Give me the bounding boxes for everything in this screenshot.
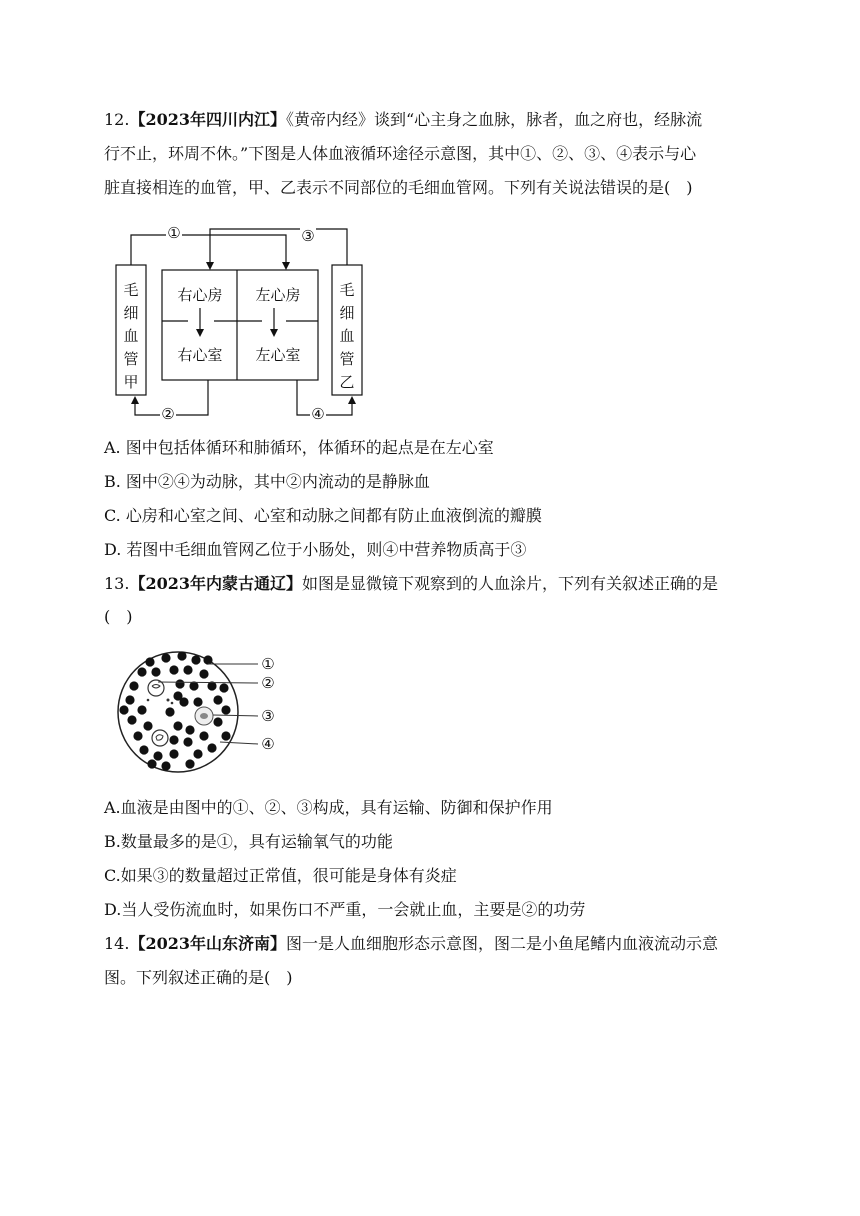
red-blood-cell xyxy=(151,667,160,676)
red-blood-cell xyxy=(199,731,208,740)
q14-number: 14. xyxy=(104,934,130,953)
red-blood-cell xyxy=(161,653,170,662)
red-blood-cell xyxy=(125,695,134,704)
red-blood-cell xyxy=(169,665,178,674)
svg-text:管: 管 xyxy=(123,350,139,368)
red-blood-cell xyxy=(213,695,222,704)
smear-label-4: ④ xyxy=(261,735,275,753)
q13-option-c: C.如果③的数量超过正常值，很可能是身体有炎症 xyxy=(104,866,457,885)
white-blood-cell-large xyxy=(195,707,213,725)
q14-source: 【2023年山东济南】 xyxy=(129,934,286,953)
blood-smear-diagram xyxy=(108,640,288,785)
vessel-label-3: ③ xyxy=(301,227,315,245)
capillary-jia-label xyxy=(123,281,138,391)
red-blood-cell xyxy=(169,749,178,758)
red-blood-cell xyxy=(185,725,194,734)
q12-number: 12. xyxy=(104,110,130,129)
red-blood-cell xyxy=(129,681,138,690)
red-blood-cell xyxy=(165,707,174,716)
right-atrium-label: 右心房 xyxy=(177,286,223,304)
red-blood-cell xyxy=(119,705,128,714)
smear-label-2: ② xyxy=(261,674,275,692)
red-blood-cell xyxy=(147,759,156,768)
q14-line-2: 图。下列叙述正确的是( ) xyxy=(104,968,293,987)
vessel-label-4: ④ xyxy=(311,405,325,423)
red-blood-cell xyxy=(169,735,178,744)
red-blood-cell xyxy=(173,721,182,730)
vessel-label-1: ① xyxy=(167,224,181,242)
red-blood-cell xyxy=(139,745,148,754)
red-blood-cell xyxy=(137,667,146,676)
red-blood-cell xyxy=(183,737,192,746)
svg-text:细: 细 xyxy=(123,304,139,322)
q13-stem-part1: 如图是显微镜下观察到的人血涂片，下列有关叙述正确的是 xyxy=(302,574,719,593)
q12-option-c: C. 心房和心室之间、心室和动脉之间都有防止血液倒流的瓣膜 xyxy=(104,506,542,525)
q14-stem-part1: 图一是人血细胞形态示意图，图二是小鱼尾鳍内血液流动示意 xyxy=(286,934,719,953)
q13-line-2: ( ) xyxy=(104,607,133,626)
q13-number: 13. xyxy=(104,574,130,593)
svg-text:管: 管 xyxy=(339,350,355,368)
q14-line-1 xyxy=(104,934,718,954)
red-blood-cell xyxy=(185,759,194,768)
q12-option-d: D. 若图中毛细血管网乙位于小肠处，则④中营养物质高于③ xyxy=(104,540,527,559)
svg-text:血: 血 xyxy=(123,327,139,345)
red-blood-cell xyxy=(177,651,186,660)
capillary-yi-label xyxy=(339,281,354,391)
red-blood-cell xyxy=(207,743,216,752)
q12-line-1 xyxy=(104,110,702,130)
red-blood-cell xyxy=(127,715,136,724)
red-blood-cell xyxy=(183,665,192,674)
smear-label-1: ① xyxy=(261,655,275,673)
red-blood-cell xyxy=(219,683,228,692)
right-ventricle-label: 右心室 xyxy=(177,346,223,364)
red-blood-cell xyxy=(221,705,230,714)
q12-source: 【2023年四川内江】 xyxy=(129,110,286,129)
red-blood-cell xyxy=(145,657,154,666)
left-ventricle-label: 左心室 xyxy=(255,346,301,364)
red-blood-cell xyxy=(193,749,202,758)
red-blood-cell xyxy=(133,731,142,740)
q12-stem-part1: 《黄帝内经》谈到“心主身之血脉，脉者，血之府也，经脉流 xyxy=(286,110,703,129)
svg-text:乙: 乙 xyxy=(339,373,355,391)
q13-option-a: A.血液是由图中的①、②、③构成，具有运输、防御和保护作用 xyxy=(104,798,553,817)
red-blood-cell xyxy=(143,721,152,730)
q12-line-3: 脏直接相连的血管，甲、乙表示不同部位的毛细血管网。下列有关说法错误的是( ) xyxy=(104,178,693,197)
vessel-1 xyxy=(131,235,286,266)
red-blood-cell xyxy=(161,761,170,770)
svg-text:血: 血 xyxy=(339,327,355,345)
red-blood-cell xyxy=(203,655,212,664)
q12-line-2: 行不止，环周不休。”下图是人体血液循环途径示意图，其中①、②、③、④表示与心 xyxy=(104,144,697,163)
vessel-label-2: ② xyxy=(161,405,175,423)
left-atrium-label: 左心房 xyxy=(255,286,301,304)
q12-option-b: B. 图中②④为动脉，其中②内流动的是静脉血 xyxy=(104,472,430,491)
q13-line-1 xyxy=(104,574,718,594)
q13-option-d: D.当人受伤流血时，如果伤口不严重，一会就止血，主要是②的功劳 xyxy=(104,900,586,919)
red-blood-cell xyxy=(191,655,200,664)
q13-source: 【2023年内蒙古通辽】 xyxy=(129,574,302,593)
red-blood-cell xyxy=(153,751,162,760)
svg-text:甲: 甲 xyxy=(123,373,139,391)
svg-text:毛: 毛 xyxy=(123,281,139,299)
red-blood-cell xyxy=(137,705,146,714)
svg-text:毛: 毛 xyxy=(339,281,355,299)
blood-circulation-diagram xyxy=(104,210,384,425)
red-blood-cell xyxy=(175,679,184,688)
svg-text:细: 细 xyxy=(339,304,355,322)
red-blood-cell xyxy=(221,731,230,740)
red-blood-cell xyxy=(193,697,202,706)
red-blood-cell xyxy=(199,669,208,678)
smear-label-3: ③ xyxy=(261,707,275,725)
q13-option-b: B.数量最多的是①，具有运输氧气的功能 xyxy=(104,832,393,851)
red-blood-cell xyxy=(213,717,222,726)
red-blood-cell xyxy=(173,691,182,700)
q12-option-a: A. 图中包括体循环和肺循环，体循环的起点是在左心室 xyxy=(104,438,494,457)
